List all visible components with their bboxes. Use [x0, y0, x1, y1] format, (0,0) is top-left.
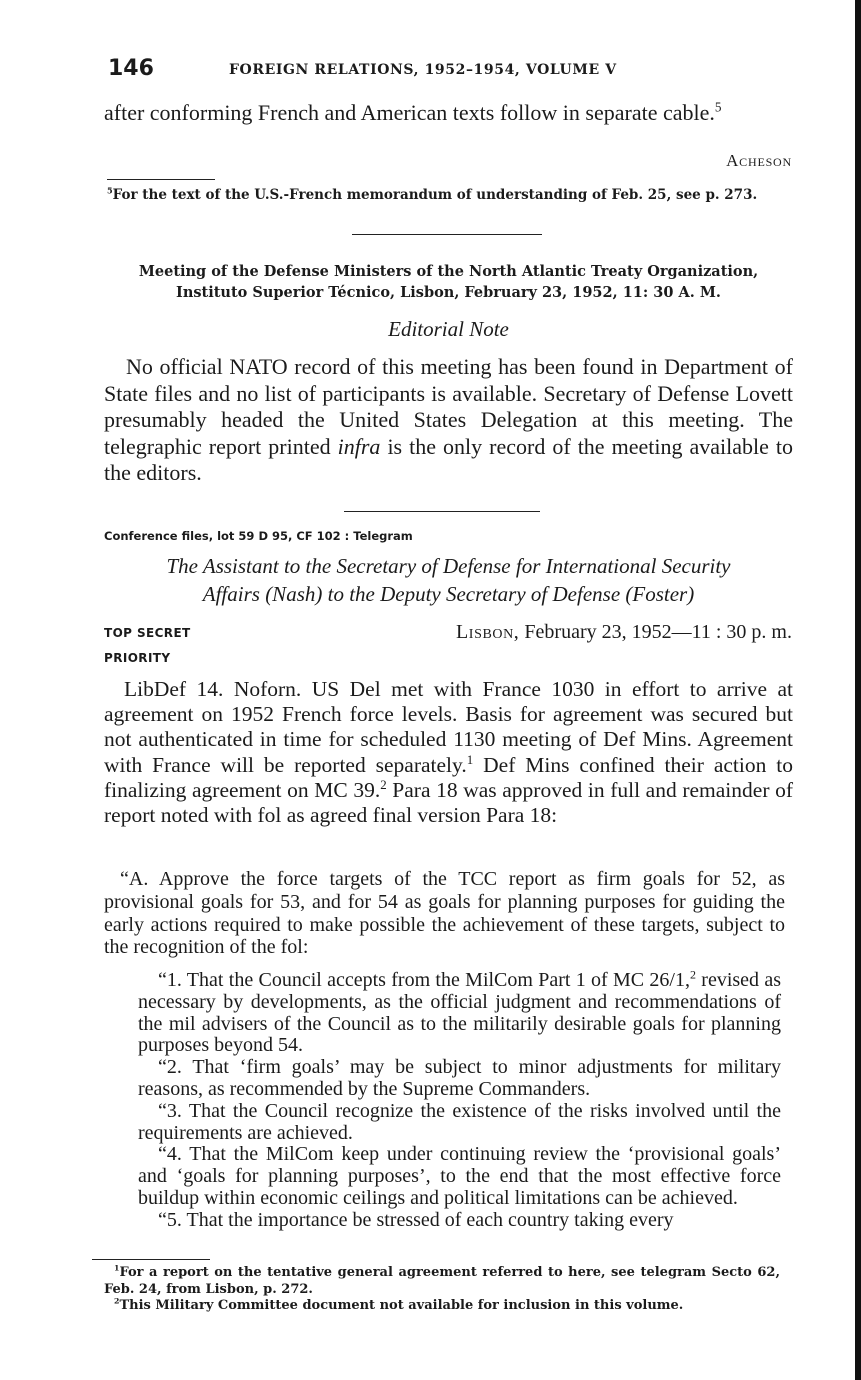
editorial-note-infra: infra: [337, 433, 381, 459]
footnote-ref: 5: [714, 99, 722, 115]
dateline: [456, 619, 792, 645]
running-title: FOREIGN RELATIONS, 1952–1954, VOLUME V: [229, 62, 617, 78]
quoted-paragraph-a: “A. Approve the force targets of the TCC report as firm goals for 52, as provisional goals for 53, and for 54 as goals for planning purposes for guiding the early actions required to make possible the achievement of these targets, subject to the recognition of the fol:: [104, 868, 785, 959]
continuation-text: [104, 100, 792, 126]
signature: Acheson: [726, 151, 792, 170]
classification: TOP SECRET: [104, 626, 191, 640]
quoted-item-4: “4. That the MilCom keep under continuing review the ‘provisional goals’ and ‘goals for planning purposes’, to the end that the most effective force buildup within economic ceilings and political limitations can be achieved.: [138, 1143, 781, 1209]
footnote-rule: [107, 179, 215, 180]
meeting-heading-line2: Instituto Superior Técnico, Lisbon, February 23, 1952, 11: 30 A. M.: [176, 284, 721, 301]
item-text: “1. That the Council accepts from the MilCom Part 1 of MC 26/1,: [158, 969, 690, 991]
document-title-line2: Affairs (Nash) to the Deputy Secretary of Defense (Foster): [202, 582, 695, 606]
footnote-1: [104, 1265, 780, 1298]
page-number: 146: [108, 56, 154, 81]
footnote-2: [104, 1298, 780, 1315]
dateline-place: Lisbon,: [455, 621, 520, 643]
footnote-ref: 1: [466, 752, 474, 767]
footnotes: [104, 1265, 780, 1315]
scan-edge: [855, 0, 861, 1380]
quoted-item-3: “3. That the Council recognize the existence of the risks involved until the requirements are achieved.: [138, 1099, 781, 1144]
continuation-body: after conforming French and American texts follow in separate cable.: [104, 100, 715, 125]
footnote-marker: 2: [114, 1296, 120, 1306]
quoted-item-1: [138, 967, 782, 1057]
footnote-text: For the text of the U.S.-French memorandum of understanding of Feb. 25, see p. 273.: [112, 187, 758, 203]
meeting-heading: [104, 261, 793, 303]
precedence: PRIORITY: [104, 651, 171, 665]
telegram-text: Para 18 was approved in full and remainder of report noted with fol as agreed final version Para 18:: [104, 777, 794, 828]
footnote-ref: 2: [380, 777, 387, 792]
editorial-note-text: No official NATO record of this meeting has been found in Department of State files and no list of participants is available. Secretary of Defense Lovett presumably headed the United States Delegation at this meeting. The telegraphic report printed: [104, 354, 793, 459]
footnote-marker: 5: [107, 185, 113, 196]
quoted-item-2: “2. That ‘firm goals’ may be subject to minor adjustments for military reasons, as recommended by the Supreme Commanders.: [138, 1056, 781, 1100]
source-note: Conference files, lot 59 D 95, CF 102 : Telegram: [104, 529, 413, 543]
editorial-note-title: Editorial Note: [388, 317, 509, 341]
quoted-item-5: “5. That the importance be stressed of each country taking every: [158, 1208, 674, 1231]
footnote-text: For a report on the tentative general agreement referred to here, see telegram Secto 62, Feb. 24, from Lisbon, p. 272.: [104, 1265, 780, 1297]
running-head: [108, 56, 686, 86]
dateline-date: February 23, 1952—11 : 30 p. m.: [519, 621, 792, 643]
meeting-heading-line1: Meeting of the Defense Ministers of the North Atlantic Treaty Organization,: [138, 263, 759, 280]
footnote-5: [107, 186, 793, 204]
telegram-body: [104, 677, 793, 828]
footnote-text: This Military Committee document not available for inclusion in this volume.: [119, 1298, 684, 1313]
quoted-items: [138, 967, 782, 1232]
section-divider: [352, 234, 542, 235]
telegram-text: Def Mins confined their action to finalizing agreement on MC 39.: [104, 752, 793, 802]
section-divider: [344, 511, 540, 512]
telegram-text: LibDef 14. Noforn. US Del met with France 1030 in effort to arrive at agreement on 1952 French force levels. Basis for agreement was secured but not authenticated in time for scheduled 1130 meeting of Def Mins. Agreement with France will be reported separately.: [104, 677, 793, 777]
footnote-ref: 2: [690, 967, 696, 982]
document-title-line1: The Assistant to the Secretary of Defense for International Security: [166, 554, 731, 578]
editorial-note-body: [104, 354, 793, 487]
footnote-marker: 1: [114, 1263, 120, 1273]
footnote-rule: [92, 1259, 210, 1260]
item-text: revised as necessary by developments, as the official judgment and recommendations of the mil advisers of the Council as to the militarily desirable goals for planning purposes beyond 54.: [138, 969, 782, 1057]
document-title: [104, 552, 793, 608]
editorial-note-text-end: is the only record of the meeting available to the editors.: [104, 433, 793, 485]
